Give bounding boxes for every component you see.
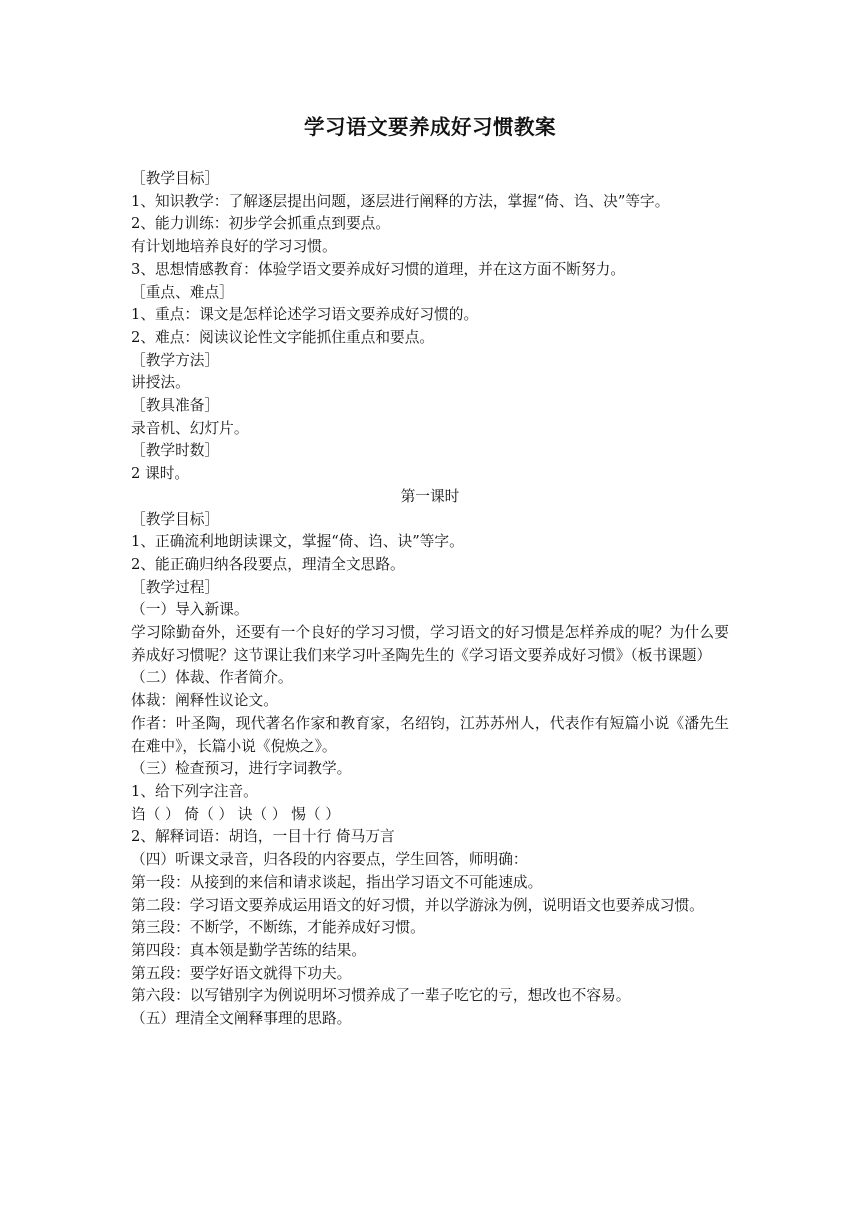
paragraph: 1、知识教学：了解逐层提出问题，逐层进行阐释的方法，掌握“倚、诌、决”等字。 bbox=[131, 192, 670, 210]
paragraph: ［教学时数］ bbox=[131, 442, 220, 460]
paragraph: 作者：叶圣陶，现代著名作家和教育家，名绍钧，江苏苏州人，代表作有短篇小说《潘先生在难中》，长篇小说《倪焕之》。 bbox=[131, 714, 729, 755]
paragraph: 2 课时。 bbox=[131, 465, 190, 483]
paragraph: （二）体裁、作者简介。 bbox=[131, 669, 293, 687]
paragraph: ［教学过程］ bbox=[131, 578, 220, 596]
paragraph: ［教学方法］ bbox=[131, 351, 220, 369]
paragraph: ［教具准备］ bbox=[131, 397, 220, 415]
paragraph: 有计划地培养良好的学习习惯。 bbox=[131, 238, 337, 256]
paragraph: 第三段：不断学，不断练，才能养成好习惯。 bbox=[131, 919, 425, 937]
paragraph: （三）检查预习，进行字词教学。 bbox=[131, 760, 352, 778]
paragraph: 2、难点：阅读议论性文字能抓住重点和要点。 bbox=[131, 328, 435, 346]
paragraph: 3、思想情感教育：体验学语文要养成好习惯的道理，并在这方面不断努力。 bbox=[131, 260, 626, 278]
paragraph: 1、给下列字注音。 bbox=[131, 782, 258, 800]
paragraph: 1、正确流利地朗读课文，掌握“倚、诌、诀”等字。 bbox=[131, 533, 464, 551]
paragraph: 第一课时 bbox=[400, 487, 460, 505]
paragraph: 诌（ ） 倚（ ） 诀（ ） 惕（ ） bbox=[131, 805, 340, 823]
paragraph: 第五段：要学好语文就得下功夫。 bbox=[131, 964, 352, 982]
paragraph: 第二段：学习语文要养成运用语文的好习惯，并以学游泳为例，说明语文也要养成习惯。 bbox=[131, 896, 704, 914]
paragraph: 讲授法。 bbox=[131, 374, 190, 392]
paragraph: 2、能正确归纳各段要点，理清全文思路。 bbox=[131, 555, 405, 573]
paragraph: ［教学目标］ bbox=[131, 170, 220, 187]
paragraph: （五）理清全文阐释事理的思路。 bbox=[131, 1010, 352, 1028]
paragraph: 2、解释词语：胡诌，一目十行 倚马万言 bbox=[131, 828, 395, 846]
paragraph: 2、能力训练：初步学会抓重点到要点。 bbox=[131, 215, 391, 233]
paragraph: ［教学目标］ bbox=[131, 510, 220, 528]
document-title: 学习语文要养成好习惯教案 bbox=[304, 115, 556, 139]
paragraph: 1、重点：课文是怎样论述学习语文要养成好习惯的。 bbox=[131, 306, 479, 324]
paragraph: 体裁：阐释性议论文。 bbox=[131, 692, 278, 710]
paragraph: 学习除勤奋外，还要有一个良好的学习习惯，学习语文的好习惯是怎样养成的呢？为什么要养成好习惯呢？这节课让我们来学习叶圣陶先生的《学习语文要养成好习惯》（板书课题） bbox=[131, 624, 729, 664]
paragraph: 录音机、幻灯片。 bbox=[131, 419, 249, 437]
paragraph: （四）听课文录音，归各段的内容要点，学生回答，师明确： bbox=[131, 851, 528, 869]
paragraph: 第六段：以写错别字为例说明坏习惯养成了一辈子吃它的亏，想改也不容易。 bbox=[131, 987, 631, 1005]
paragraph: （一）导入新课。 bbox=[131, 601, 249, 619]
paragraph: ［重点、难点］ bbox=[131, 283, 234, 301]
paragraph: 第一段：从接到的来信和请求谈起，指出学习语文不可能速成。 bbox=[131, 873, 543, 891]
paragraph: 第四段：真本领是勤学苦练的结果。 bbox=[131, 941, 367, 959]
document-body bbox=[131, 168, 729, 1031]
